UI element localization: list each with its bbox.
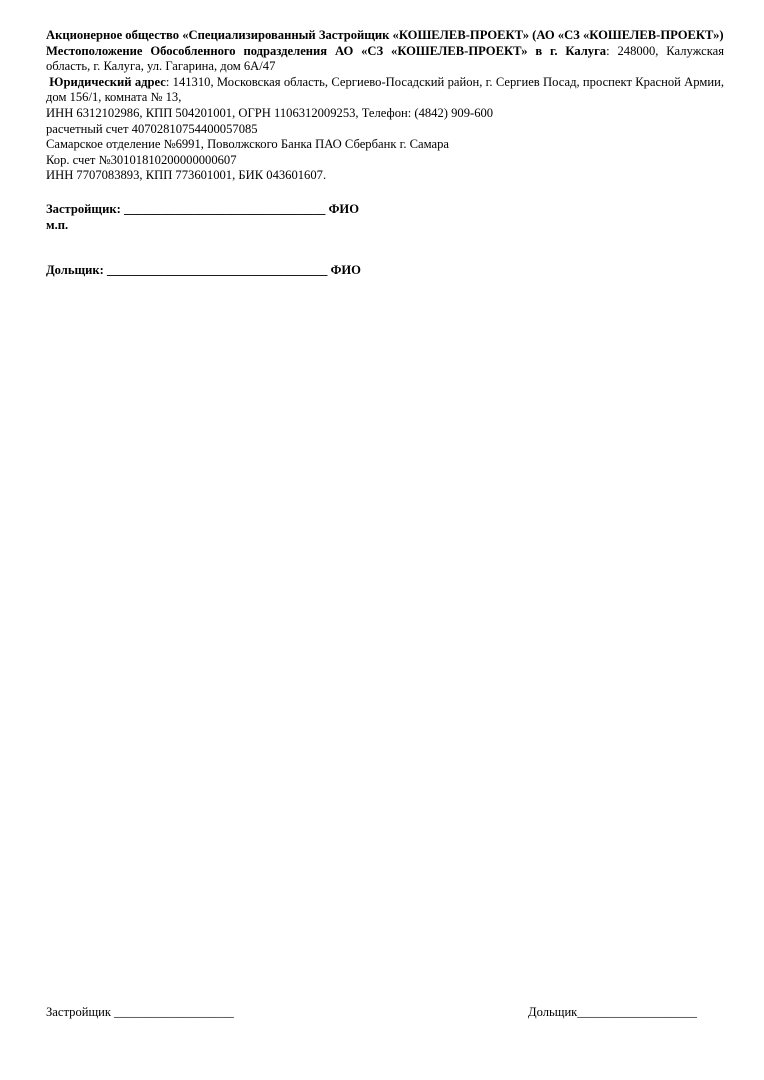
document-body bbox=[46, 28, 724, 279]
bank-ids-line: ИНН 7707083893, КПП 773601001, БИК 043601607. bbox=[46, 168, 327, 183]
bank-line: Самарское отделение №6991, Поволжского Банка ПАО Сбербанк г. Самара bbox=[46, 137, 449, 152]
legal-address-value: : 141310, Московская область, Сергиево-Посадский район, г. Сергиев Посад, проспект Красной Армии, дом 156/1, комната № 13, bbox=[46, 74, 724, 105]
legal-address-label: Юридический адрес bbox=[49, 74, 166, 89]
footer-shareholder-signature: Дольщик___________________ bbox=[528, 1005, 697, 1019]
legal-address-paragraph bbox=[46, 75, 724, 106]
inn-ogrn-line: ИНН 6312102986, КПП 504201001, ОГРН 1106312009253, Телефон: (4842) 909-600 bbox=[46, 105, 494, 120]
correspondent-account-line: Кор. счет №30101810200000000607 bbox=[46, 152, 237, 167]
page-footer bbox=[46, 1005, 706, 1023]
footer-developer-signature: Застройщик ___________________ bbox=[46, 1005, 234, 1019]
shareholder-signature-row bbox=[46, 263, 724, 279]
developer-signature-label: Застройщик: bbox=[46, 201, 121, 216]
location-paragraph bbox=[46, 44, 724, 75]
shareholder-signature-line: ___________________________________ bbox=[107, 263, 328, 278]
account-line: расчетный счет 40702810754400057085 bbox=[46, 121, 258, 136]
shareholder-fio-label: ФИО bbox=[330, 263, 361, 278]
company-full-name: Акционерное общество «Специализированный Застройщик «КОШЕЛЕВ-ПРОЕКТ» (АО «СЗ «КОШЕЛЕВ-ПРОЕКТ») bbox=[46, 28, 724, 42]
developer-signature-row bbox=[46, 202, 724, 218]
location-value: : 248000, Калужская область, г. Калуга, ул. Гагарина, дом 6А/47 bbox=[46, 43, 725, 74]
shareholder-signature-label: Дольщик: bbox=[46, 263, 104, 278]
stamp-label: м.п. bbox=[46, 217, 69, 232]
developer-fio-label: ФИО bbox=[328, 201, 360, 216]
developer-signature-line: ________________________________ bbox=[123, 201, 326, 216]
location-label: Местоположение Обособленного подразделения АО «СЗ «КОШЕЛЕВ-ПРОЕКТ» в г. Калуга bbox=[46, 43, 607, 58]
